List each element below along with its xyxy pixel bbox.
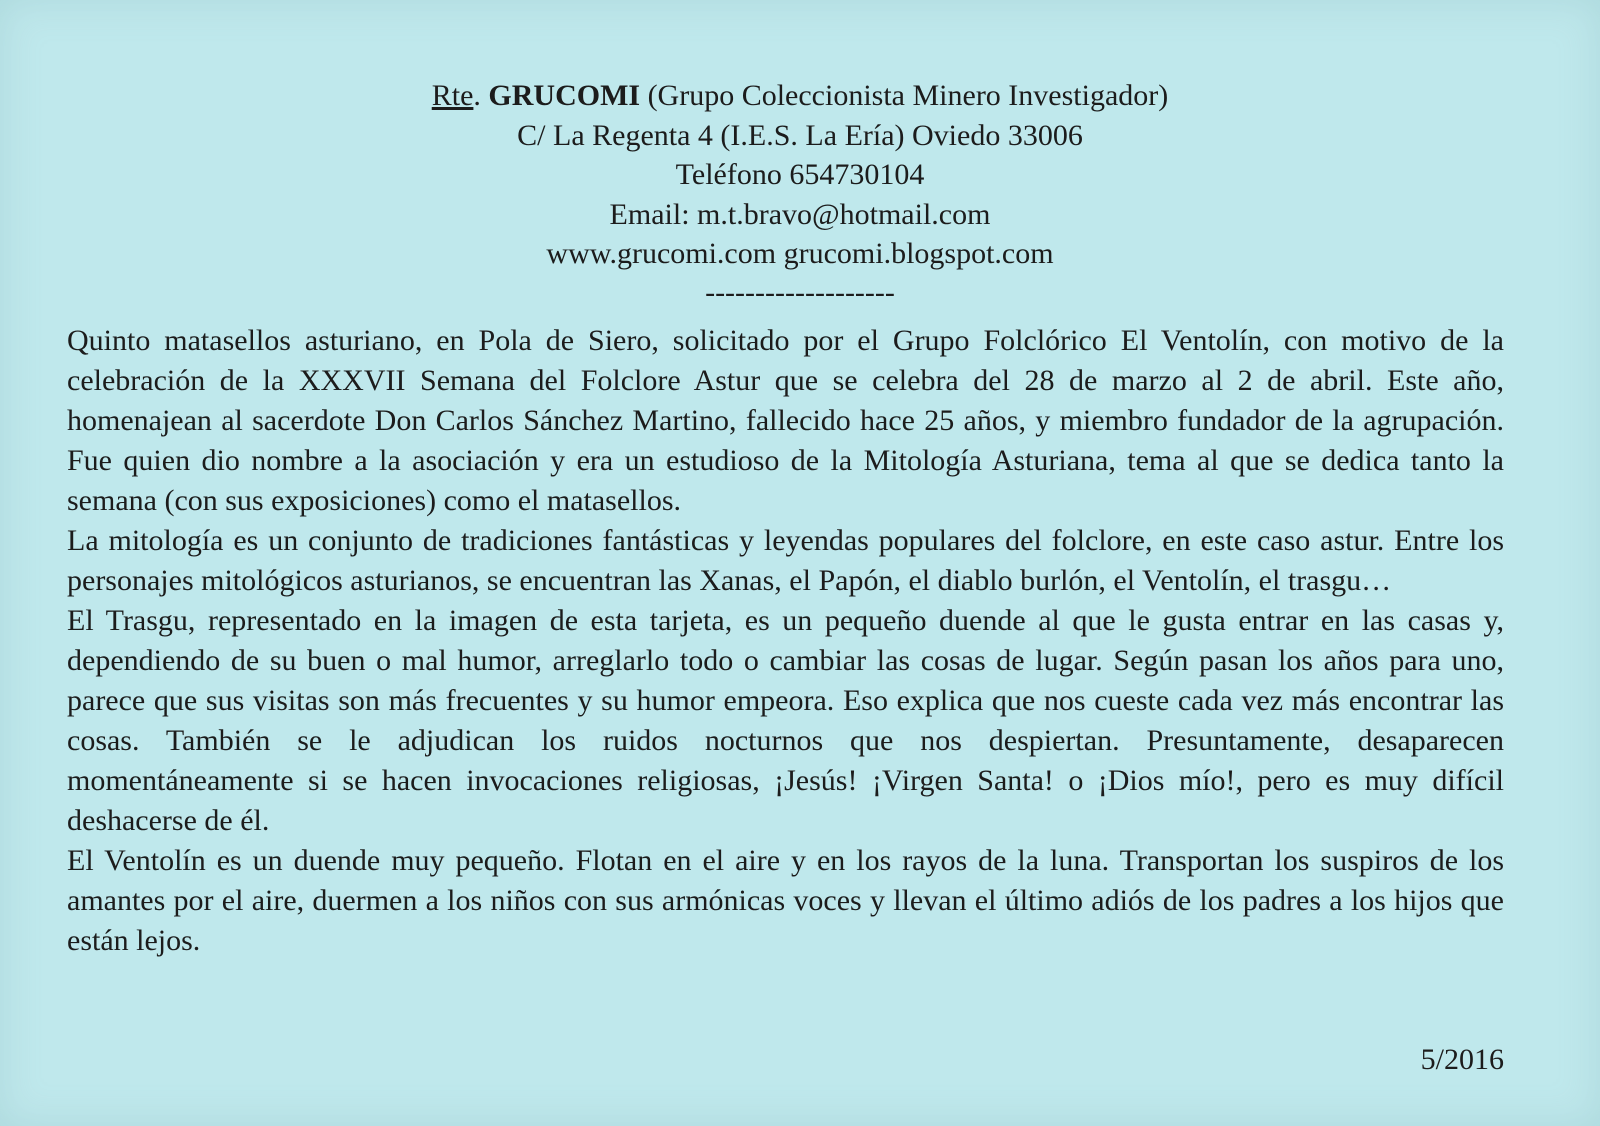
rte-dot: . xyxy=(473,79,489,112)
description-text xyxy=(67,321,1504,961)
address-line: C/ La Regenta 4 (I.E.S. La Ería) Oviedo 33006 xyxy=(517,118,1083,152)
paragraph-ventolin: El Ventolín es un duende muy pequeño. Flotan en el aire y en los rayos de la luna. Transportan los suspiros de los amantes por el aire, duermen a los niños con sus armónicas voces y llevan el último adiós de los padres a los hijos que están lejos. xyxy=(67,844,1504,957)
issue-date: 5/2016 xyxy=(1420,1043,1504,1076)
website-link[interactable]: www.grucomi.com xyxy=(546,237,777,270)
org-full-name: (Grupo Coleccionista Minero Investigador) xyxy=(640,79,1169,112)
phone-line: Teléfono 654730104 xyxy=(675,158,925,191)
sender-line xyxy=(0,76,1600,116)
blog-link[interactable]: grucomi.blogspot.com xyxy=(783,237,1054,270)
dashed-divider: ------------------- xyxy=(705,275,895,309)
paragraph-matasellos: Quinto matasellos asturiano, en Pola de Siero, solicitado por el Grupo Folclórico El Ventolín, con motivo de la celebración de la XXXVII Semana del Folclore Astur que se celebra del 28 de marzo al 2 de abril. Este año, homenajean al sacerdote Don Carlos Sánchez Martino, fallecido hace 25 años, y miembro fundador de la agrupación. Fue quien dio nombre a la asociación y era un estudioso de la Mitología Asturiana, tema al que se dedica tanto la semana (con sus exposiciones) como el matasellos. xyxy=(67,324,1504,517)
paragraph-mitologia: La mitología es un conjunto de tradiciones fantásticas y leyendas populares del folclore, en este caso astur. Entre los personajes mitológicos asturianos, se encuentran las Xanas, el Papón, el diablo burlón, el Ventolín, el trasgu… xyxy=(67,524,1504,597)
email-line: Email: m.t.bravo@hotmail.com xyxy=(609,197,991,231)
web-links-row xyxy=(0,234,1600,274)
paragraph-trasgu: El Trasgu, representado en la imagen de esta tarjeta, es un pequeño duende al que le gusta entrar en las casas y, dependiendo de su buen o mal humor, arreglarlo todo o cambiar las cosas de lugar. Según pasan los años para uno, parece que sus visitas son más frecuentes y su humor empeora. Eso explica que nos cueste cada vez más encontrar las cosas. También se le adjudican los ruidos nocturnos que nos despiertan. Presuntamente, desaparecen momentáneamente si se hacen invocaciones religiosas, ¡Jesús! ¡Virgen Santa! o ¡Dios mío!, pero es muy difícil deshacerse de él. xyxy=(67,604,1504,837)
sender-header xyxy=(0,76,1600,308)
rte-label: Rte xyxy=(431,79,474,112)
org-name: GRUCOMI xyxy=(488,79,641,112)
